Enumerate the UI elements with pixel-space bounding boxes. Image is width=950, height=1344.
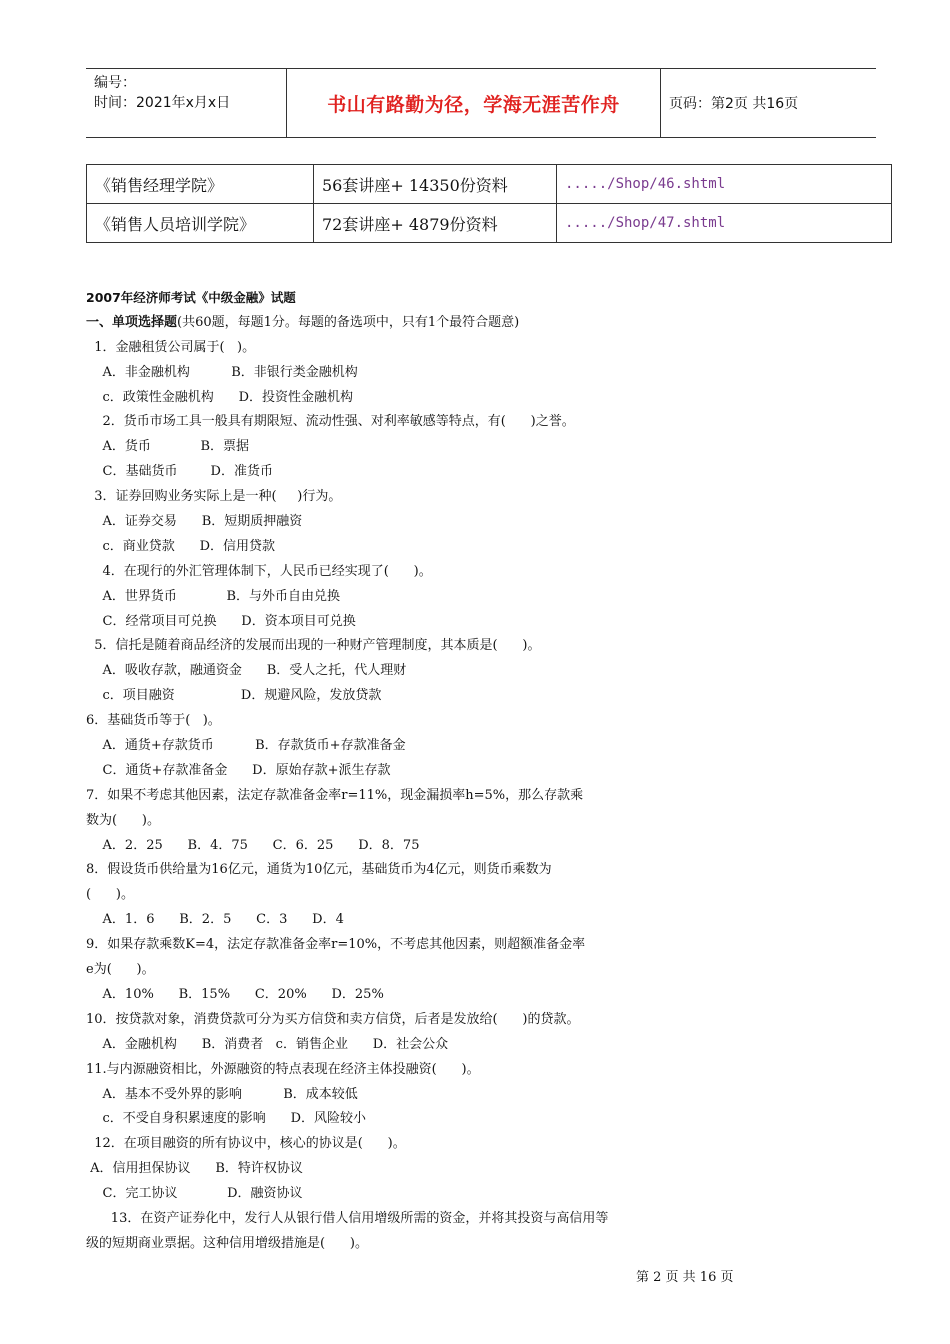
exam-content <box>86 286 866 1257</box>
resource-name: 《销售经理学院》 <box>87 165 314 204</box>
question-line: A．信用担保协议 B．特许权协议 <box>86 1161 303 1177</box>
question-line: A．2．25 B．4．75 C．6．25 D．8．75 <box>86 837 420 853</box>
resource-link[interactable]: ...../Shop/47.shtml <box>557 204 892 243</box>
header-meta <box>94 73 284 113</box>
page-header <box>86 68 876 138</box>
resource-row <box>87 204 892 243</box>
question-line: 数为( )。 <box>86 812 160 828</box>
question-line: A．通货+存款货币 B．存款货币+存款准备金 <box>86 738 406 754</box>
question-line: 4．在现行的外汇管理体制下，人民币已经实现了( )。 <box>86 563 432 579</box>
question-line: c．项目融资 D．规避风险，发放贷款 <box>86 688 382 704</box>
document-number-label: 编号： <box>94 75 136 91</box>
question-line: 7．如果不考虑其他因素，法定存款准备金率r=11%，现金漏损率h=5%，那么存款乘 <box>86 787 584 803</box>
question-line: 5．信托是随着商品经济的发展而出现的一种财产管理制度，其本质是( )。 <box>86 638 541 654</box>
question-line: A．基本不受外界的影响 B．成本较低 <box>86 1086 358 1102</box>
question-line: 9．如果存款乘数K=4，法定存款准备金率r=10%，不考虑其他因素，则超额准备金率 <box>86 937 586 953</box>
resource-name: 《销售人员培训学院》 <box>87 204 314 243</box>
header-slogan-cell <box>286 69 661 137</box>
question-line: ( )。 <box>86 887 134 903</box>
resource-count: 56套讲座+ 14350份资料 <box>314 165 557 204</box>
question-line: A．证券交易 B．短期质押融资 <box>86 514 303 530</box>
question-line: C．通货+存款准备金 D．原始存款+派生存款 <box>86 762 391 778</box>
resource-row <box>87 165 892 204</box>
section-heading <box>86 311 866 336</box>
question-line: 2．货币市场工具一般具有期限短、流动性强、对利率敏感等特点，有( )之誉。 <box>86 414 575 430</box>
question-line: A．金融机构 B．消费者 c．销售企业 D．社会公众 <box>86 1036 449 1052</box>
question-line: c．商业贷款 D．信用贷款 <box>86 538 276 554</box>
section-title: 一、单项选择题 <box>86 314 178 330</box>
question-line: c．不受自身积累速度的影响 D．风险较小 <box>86 1111 367 1127</box>
question-line: 级的短期商业票据。这种信用增级措施是( )。 <box>86 1235 368 1251</box>
question-line: e为( )。 <box>86 962 155 978</box>
question-line: 8．假设货币供给量为16亿元，通货为10亿元，基础货币为4亿元，则货币乘数为 <box>86 862 552 878</box>
question-line: c．政策性金融机构 D．投资性金融机构 <box>86 389 354 405</box>
resource-table <box>86 164 892 243</box>
question-line: 12．在项目融资的所有协议中，核心的协议是( )。 <box>86 1136 406 1152</box>
question-line: A．世界货币 B．与外币自由兑换 <box>86 588 341 604</box>
exam-title: 2007年经济师考试《中级金融》试题 <box>86 290 296 305</box>
question-line: 6．基础货币等于( )。 <box>86 713 221 729</box>
question-line: A．非金融机构 B．非银行类金融机构 <box>86 364 358 380</box>
question-line: C．完工协议 D．融资协议 <box>86 1186 303 1202</box>
header-page-label: 页码：第2页 共16页 <box>669 96 799 112</box>
question-line: 13．在资产证券化中，发行人从银行借人信用增级所需的资金，并将其投资与高信用等 <box>86 1210 609 1226</box>
section-note: (共60题，每题1分。每题的备选项中，只有1个最符合题意) <box>177 314 520 330</box>
question-line: C．经常项目可兑换 D．资本项目可兑换 <box>86 613 356 629</box>
question-line: 11.与内源融资相比，外源融资的特点表现在经济主体投融资( )。 <box>86 1061 480 1077</box>
footer-page-number: 第 2 页 共 16 页 <box>636 1270 734 1285</box>
question-line: A．10% B．15% C．20% D．25% <box>86 986 384 1002</box>
question-line: A．吸收存款，融通资金 B．受人之托，代人理财 <box>86 663 407 679</box>
question-line: A．1．6 B．2．5 C．3 D．4 <box>86 912 344 928</box>
question-line: 1．金融租赁公司属于( )。 <box>86 339 256 355</box>
question-line: C．基础货币 D．准货币 <box>86 464 273 480</box>
question-line: 3．证券回购业务实际上是一种( )行为。 <box>86 489 342 505</box>
question-line: A．货币 B．票据 <box>86 439 250 455</box>
resource-count: 72套讲座+ 4879份资料 <box>314 204 557 243</box>
question-list <box>86 336 866 1257</box>
document-time-label: 时间：2021年x月x日 <box>94 95 231 111</box>
question-line: 10．按贷款对象，消费贷款可分为买方信贷和卖方信贷，后者是发放给( )的贷款。 <box>86 1011 580 1027</box>
header-slogan: 书山有路勤为径，学海无涯苦作舟 <box>327 93 620 116</box>
resource-link[interactable]: ...../Shop/46.shtml <box>557 165 892 204</box>
